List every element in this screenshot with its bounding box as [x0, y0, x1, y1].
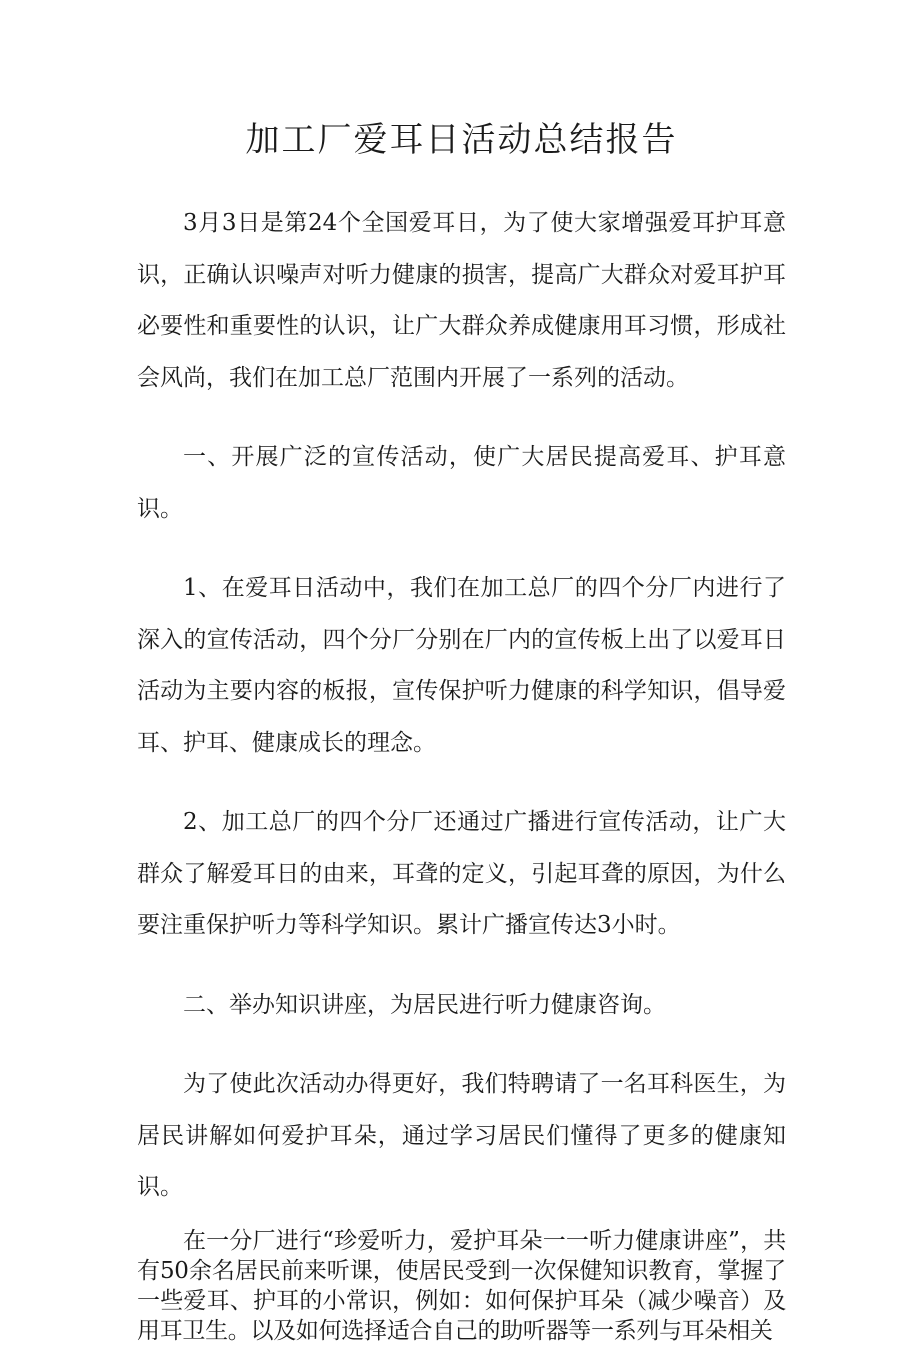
intro-paragraph: 3月3日是第24个全国爱耳日，为了使大家增强爱耳护耳意识，正确认识噪声对听力健康的损害，提高广大群众对爱耳护耳必要性和重要性的认识，让广大群众养成健康用耳习惯，形成社会风尚，我们在加工总厂范围内开展了一系列的活动。 — [137, 210, 786, 391]
paragraph-1-2: 2、加工总厂的四个分厂还通过广播进行宣传活动，让广大群众了解爱耳日的由来，耳聋的定义，引起耳聋的原因，为什么要注重保护听力等科学知识。累计广播宣传达3小时。 — [137, 809, 786, 938]
paragraph-2-1: 为了使此次活动办得更好，我们特聘请了一名耳科医生，为居民讲解如何爱护耳朵，通过学习居民们懂得了更多的健康知识。 — [137, 1071, 786, 1200]
section-heading-1: 一、开展广泛的宣传活动，使广大居民提高爱耳、护耳意识。 — [137, 444, 786, 522]
paragraph-1-1: 1、在爱耳日活动中，我们在加工总厂的四个分厂内进行了深入的宣传活动，四个分厂分别在厂内的宣传板上出了以爱耳日活动为主要内容的板报，宣传保护听力健康的科学知识，倡导爱耳、护耳、健康成长的理念。 — [137, 575, 786, 756]
document-title: 加工厂爱耳日活动总结报告 — [245, 120, 678, 160]
section-heading-2: 二、举办知识讲座，为居民进行听力健康咨询。 — [183, 991, 666, 1018]
paragraph-2-2: 在一分厂进行“珍爱听力，爱护耳朵一一听力健康讲座”，共有50余名居民前来听课，使居民受到一次保健知识教育，掌握了一些爱耳、护耳的小常识，例如：如何保护耳朵（减少噪音）及用耳卫生。以及如何选择适合自己的助听器等一系列与耳朵相关 — [137, 1227, 786, 1344]
